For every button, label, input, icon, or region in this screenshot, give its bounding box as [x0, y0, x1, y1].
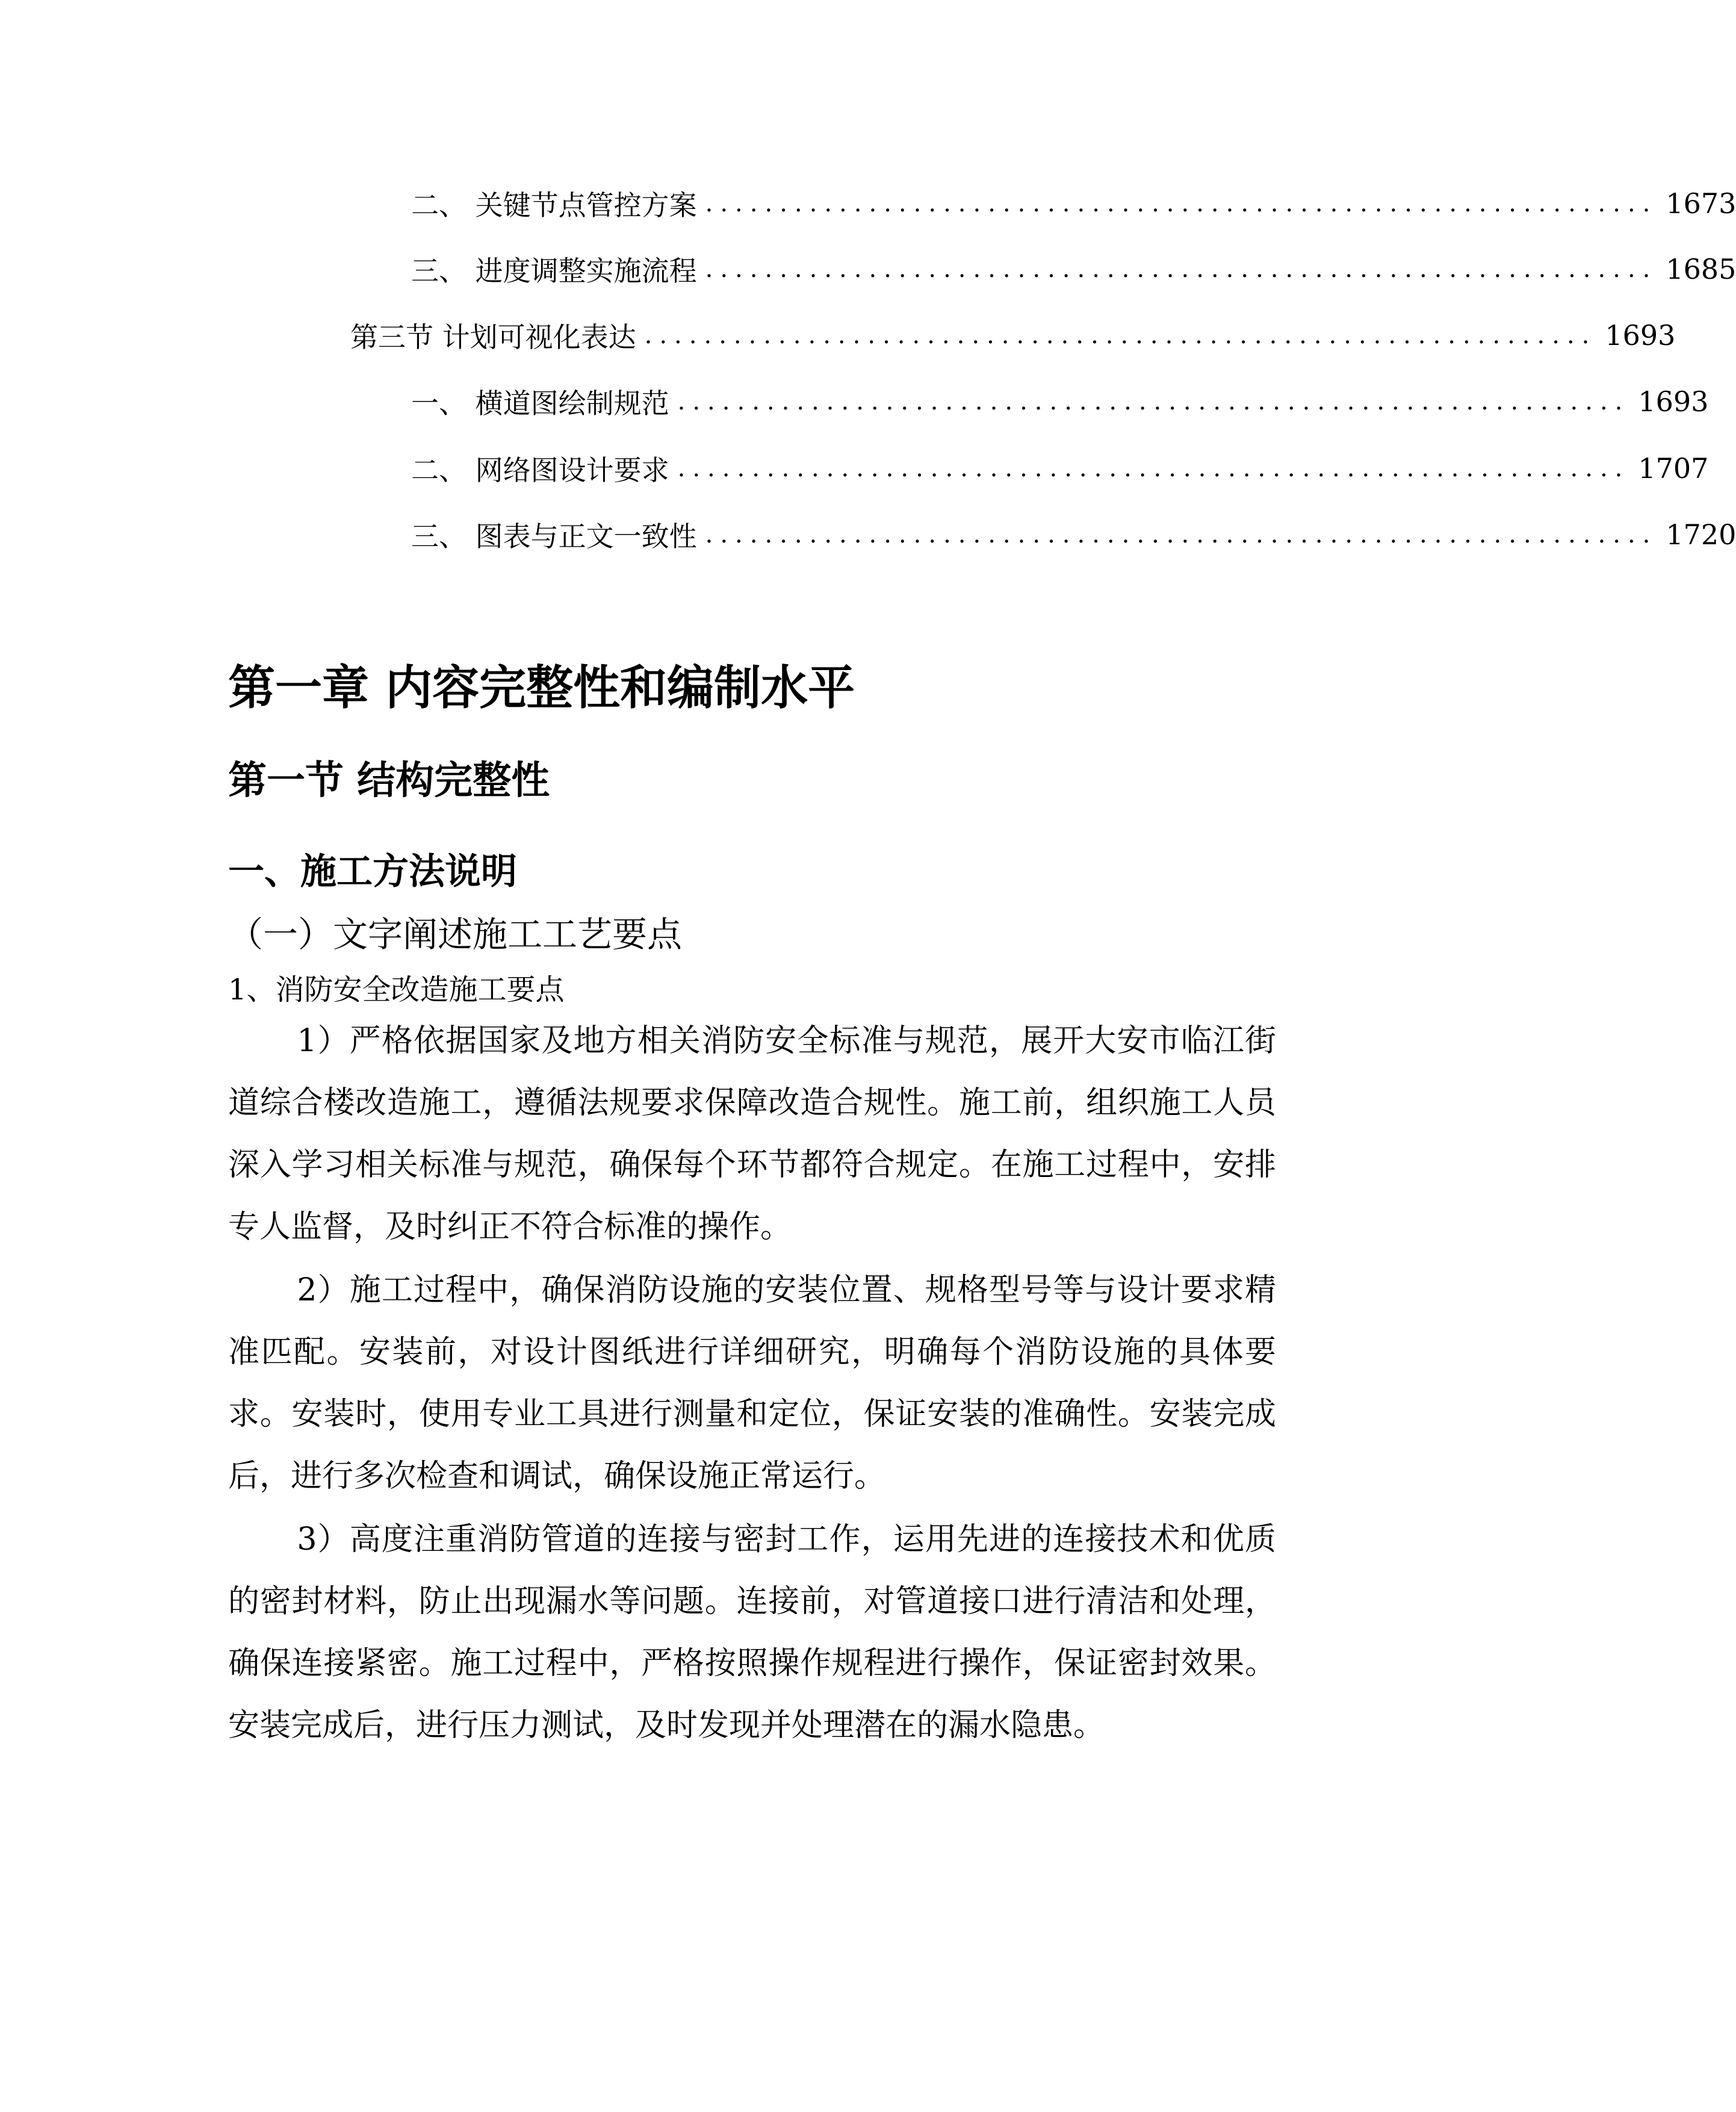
toc-entry[interactable]: [0, 514, 1736, 556]
toc-entry-label: 二、 关键节点管控方案: [411, 189, 697, 222]
toc-leader-dots: ................................................................: [677, 388, 1630, 415]
toc-leader-dots: ................................................................: [644, 321, 1597, 349]
toc-entry-page: 1685: [1666, 253, 1736, 285]
toc-entry-label: 二、 网络图设计要求: [411, 454, 669, 486]
toc-entry[interactable]: [0, 314, 1676, 356]
paragraph: 1）严格依据国家及地方相关消防安全标准与规范，展开大安市临江街道综合楼改造施工，遵循法规要求保障改造合规性。施工前，组织施工人员深入学习相关标准与规范，确保每个环节都符合规定。在施工过程中，安排专人监督，及时纠正不符合标准的操作。: [228, 1023, 1276, 1245]
chapter-heading: 第一章 内容完整性和编制水平: [228, 661, 855, 715]
toc-entry-page: 1693: [1605, 319, 1676, 352]
toc-leader-dots: ................................................................: [705, 255, 1658, 283]
subsection-heading: 一、施工方法说明: [228, 851, 517, 893]
toc-entry[interactable]: [0, 380, 1709, 423]
body-text: [228, 1010, 1276, 1758]
toc-entry[interactable]: [0, 182, 1736, 225]
paragraph: 2）施工过程中，确保消防设施的安装位置、规格型号等与设计要求精准匹配。安装前，对设计图纸进行详细研究，明确每个消防设施的具体要求。安装时，使用专业工具进行测量和定位，保证安装的准确性。安装完成后，进行多次检查和调试，确保设施正常运行。: [228, 1272, 1276, 1494]
sub-subsection-heading: （一）文字阐述施工工艺要点: [228, 914, 683, 955]
toc-leader-dots: ................................................................: [677, 455, 1630, 482]
toc-entry-label: 三、 图表与正文一致性: [411, 520, 697, 553]
toc-entry-label: 一、 横道图绘制规范: [411, 387, 669, 420]
item-heading: 1、消防安全改造施工要点: [228, 973, 565, 1007]
section-heading: 第一节 结构完整性: [228, 759, 550, 803]
toc-entry-label: 三、 进度调整实施流程: [411, 255, 697, 287]
toc-entry[interactable]: [0, 447, 1709, 489]
toc-entry-page: 1693: [1638, 385, 1709, 418]
toc-entry[interactable]: [0, 248, 1736, 290]
toc-leader-dots: ................................................................: [705, 521, 1658, 548]
toc-entry-label: 第三节 计划可视化表达: [350, 321, 636, 353]
toc-entry-page: 1673: [1666, 187, 1736, 220]
toc-entry-page: 1720: [1666, 518, 1736, 551]
toc-entry-page: 1707: [1638, 452, 1709, 485]
toc-leader-dots: ................................................................: [705, 190, 1658, 217]
paragraph: 3）高度注重消防管道的连接与密封工作，运用先进的连接技术和优质的密封材料，防止出现漏水等问题。连接前，对管道接口进行清洁和处理，确保连接紧密。施工过程中，严格按照操作规程进行操作，保证密封效果。安装完成后，进行压力测试，及时发现并处理潜在的漏水隐患。: [228, 1521, 1276, 1744]
